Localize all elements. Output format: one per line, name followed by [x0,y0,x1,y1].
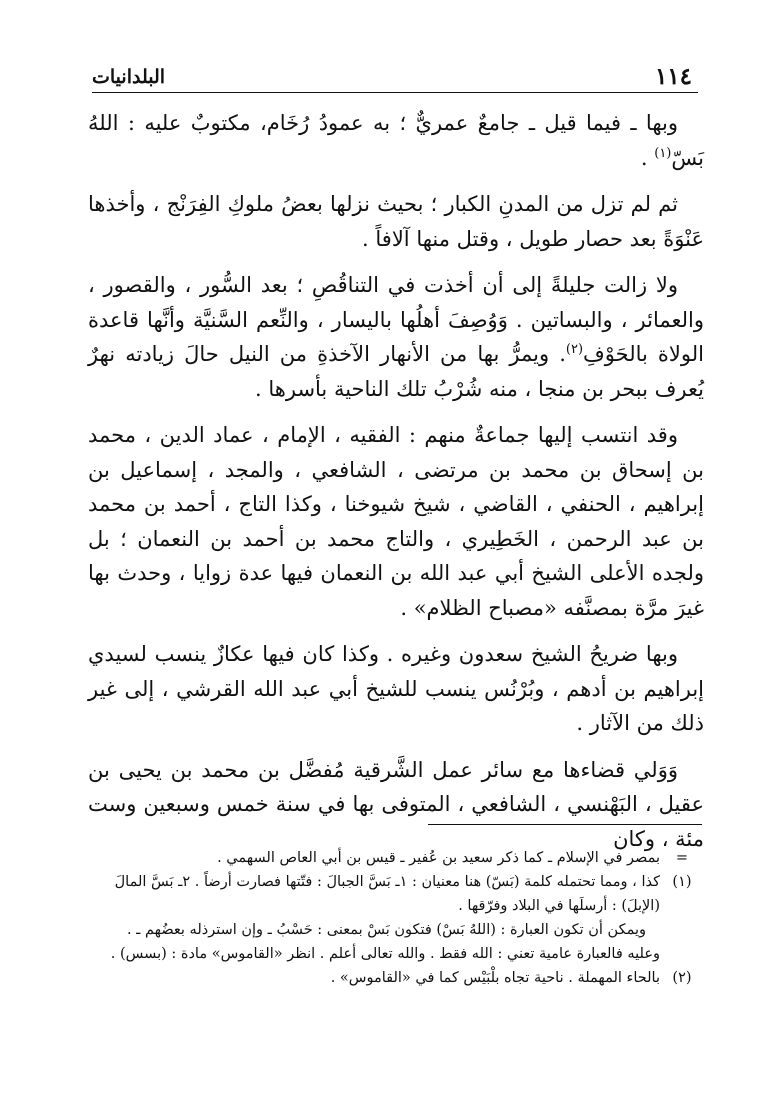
running-title: البلدانيات [92,66,166,88]
footnote-ref-2: (٢) [565,342,584,357]
paragraph: وقد انتسب إليها جماعةٌ منهم : الفقيه ، الإمام ، عماد الدين ، محمد بن إسحاق بن محمد بن مرتضى ، الشافعي ، والمجد ، إسماعيل بن إبراهيم ، الحنفي ، القاضي ، شيخ شيوخنا ، وكذا التاج ، أحمد بن محمد بن عبد الرحمن ، الخَطِيري ، والتاج محمد بن أحمد بن النعمان ؛ بل ولجده الأعلى الشيخ أبي عبد الله بن النعمان فيها عدة زوايا ، وحدث بها غيرَ مرَّة بمصنَّفه «مصباح الظلام» . [88,423,704,620]
footnotes [90,846,704,990]
footnote-1: (١) كذا ، ومما تحتمله كلمة (بَسّ) هنا معنيان : ١ـ بَسَّ الجبالَ : فتّتها فصارت أرضاً . ٢ـ بَسَّ المالَ (الإبلَ) : أرسلَها في البلاد وفرّقها . [90,870,704,918]
footnote-continuation: = بمصر في الإسلام ـ كما ذكر سعيد بن عُفير ـ قيس بن أبي العاص السهمي . [90,846,704,870]
footnote-1-continued: وعليه فالعبارة عامية تعني : الله فقط . والله تعالى أعلم . انظر «القاموس» مادة : (بسس) . [110,946,660,962]
paragraph: ولا زالت جليلةً إلى أن أخذت في التناقُصِ ؛ بعد السُّور ، والقصور ، والعمائر ، والبساتين . وَوُصِفَ أهلُها باليسار ، والنِّعم السَّنيَّة وأنَّها قاعدة الولاة بالحَوْفِ$^{(٢)}$. ويمرُّ بها من الأنهار الآخذةِ من النيل حالَ زيادته نهرٌ يُعرف ببحر بن منجا ، منه شُرْبُ تلك الناحية بأسرها . [88,273,704,401]
footnote-ref-1: (١) [654,145,672,161]
paragraph: وبها ـ فيما قيل ـ جامعٌ عمريٌّ ؛ به عمودُ رُخَام، مكتوبٌ عليه : اللهُ بَسّ$^{(١)}$ . [88,111,704,170]
footnote-2-marker: (٢) [672,970,692,986]
page-number: ١١٤ [654,63,692,90]
paragraph: وبها ضريحُ الشيخ سعدون وغيره . وكذا كان فيها عكازٌ ينسب لسيدي إبراهيم بن أدهم ، وبُرْنُس ينسب للشيخ أبي عبد الله القرشي ، إلى غير ذلك من الآثار . [88,642,704,735]
continuation-marker: = [675,850,689,866]
footnote-1-marker: (١) [672,874,692,890]
page-header [92,62,698,93]
paragraph: وَوَلي قضاءها مع سائر عمل الشَّرقية مُفضَّل بن محمد بن يحيى بن عقيل ، البَهْنسي ، الشافعي ، المتوفى بها في سنة خمس وسبعين وست مئة ، وكان [88,757,704,851]
footnote-1-continued: ويمكن أن تكون العبارة : (اللهُ بَسْ) فتكون بَسْ بمعنى : حَسْبُ ـ وإن استرذله بعضُهم ـ . [126,922,646,938]
footnote-2: (٢) بالحاء المهملة . ناحية تجاه بلْبَيْس كما في «القاموس» . [90,966,704,990]
main-text [88,106,704,868]
paragraph: ثم لم تزل من المدنِ الكبار ؛ بحيث نزلها بعضُ ملوكِ الفِرَنْج ، وأخذها عَنْوَةً بعد حصار طويل ، وقتل منها آلافاً . [88,192,704,251]
footnote-separator [428,824,702,825]
